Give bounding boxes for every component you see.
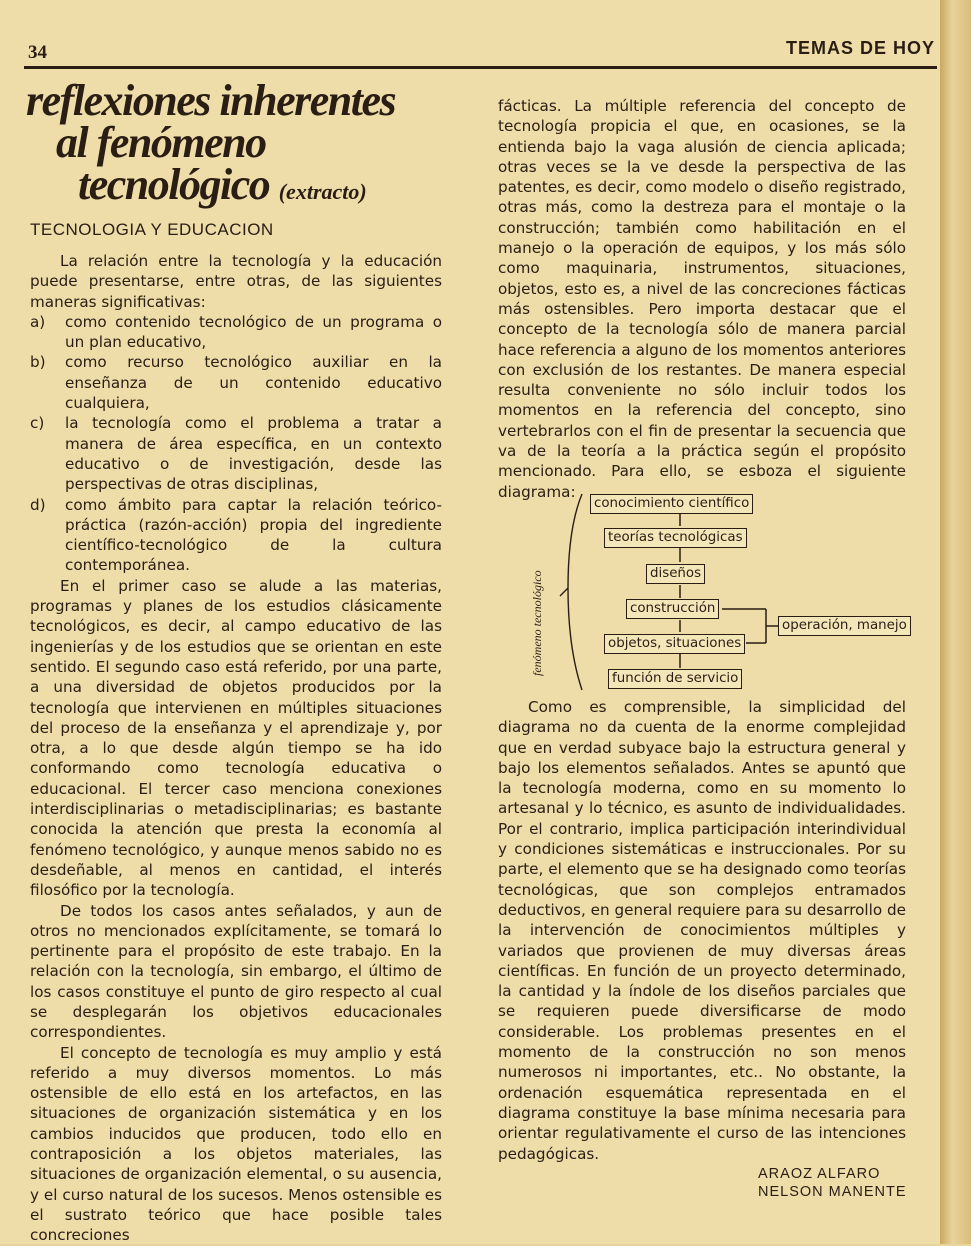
list-item-a xyxy=(30,312,442,353)
paragraph-5: Como es comprensible, la simplicidad del diagrama no da cuenta de la enorme complejidad que en verdad subyace bajo la estructura general y bajo los elementos señalados. Antes se apuntó que la tecnología moderna, como en su momento lo artesanal y lo técnico, es asunto de individualidades. Por el contrario, implica participación interindividual y condiciones sistemáticas e instruccionales. Por su parte, el elemento que se ha designado como teorías tecnológicas, que son complejos entramados deductivos, en general requiere para su desarrollo de la intervención de conocimientos múltiples y variados que provienen de muy diversas áreas científicas. En función de un proyecto determinado, la cantidad y la índole de los diseños parciales que se requieren puede diversificarse de modo considerable. Los problemas presentes en el momento de la construcción no son menos numerosos ni importantes, etc.. No obstante, la ordenación esquemática representada en el diagrama constituye la base mínima necesaria para orientar regulativamente el curso de las intenciones pedagógicas. xyxy=(498,698,906,1163)
brace xyxy=(560,494,582,690)
list-letter: a) xyxy=(30,312,46,331)
title-line-3-wrap xyxy=(26,160,466,213)
box-teorias: teorías tecnológicas xyxy=(604,528,747,548)
left-column xyxy=(30,251,442,1246)
right-column-top xyxy=(498,96,906,502)
header-rule xyxy=(24,66,937,69)
subheading: TECNOLOGIA Y EDUCACION xyxy=(30,220,274,239)
list-text: como ámbito para captar la relación teórico-práctica (razón-acción) propia del ingrediente científico-tecnológico de la cultura contemporánea. xyxy=(65,495,442,575)
title-line-1: reflexiones inherentes xyxy=(26,76,396,125)
paragraph-4: El concepto de tecnología es muy amplio y está referido a muy diversos momentos. Lo más ostensible de ello está en los artefactos, en las situaciones de organización sistemática y en los cambios inducidos que producen, todo ello en contraposición a los objetos materiales, las situaciones de organización elemental, o su ausencia, y el curso natural de los sucesos. Menos ostensible es el sustrato teórico que hace posible tales concreciones xyxy=(30,1043,442,1245)
side-label: fenómeno tecnológico xyxy=(530,570,544,676)
paragraph-4-continued: fácticas. La múltiple referencia del concepto de tecnología propicia el que, en ocasiones, se la entienda bajo la vaga alusión de ciencia aplicada; otras veces se la ve desde la perspectiva de las patentes, es decir, como modelo o diseño registrado, otras más, como la destreza para el montaje o la construcción; también como habilitación en el manejo o la operación de equipos, y los más sólo como maquinaria, instrumentos, situaciones, objetos, esto es, a nivel de las concreciones fácticas más ostensibles. Pero importa destacar que el concepto de la tecnología sólo de manera parcial hace referencia a alguno de los momentos anteriores con exclusión de los restantes. De manera especial resulta conveniente no sólo incluir todos los momentos en la referencia del concepto, sino vertebrarlos con el fin de presentar la secuencia que va de la teoría a la práctica según el propósito mencionado. Para ello, se esboza el siguiente diagrama: xyxy=(498,97,906,501)
author-1: ARAOZ ALFARO xyxy=(758,1166,881,1182)
list-letter: b) xyxy=(30,353,46,372)
box-objetos: objetos, situaciones xyxy=(604,634,745,654)
page-number: 34 xyxy=(28,42,47,63)
box-funcion: función de servicio xyxy=(608,669,742,689)
intro-paragraph: La relación entre la tecnología y la educación puede presentarse, entre otras, de las siguientes maneras significativas: xyxy=(30,252,442,311)
paragraph-3: De todos los casos antes señalados, y aun de otros no mencionados explícitamente, se tomará lo pertinente para el propósito de este trabajo. En la relación con la tecnología, sin embargo, el último de los casos constituye el punto de giro respecto al cual se desplegarán los objetivos educacionales correspondientes. xyxy=(30,901,442,1042)
author-2: NELSON MANENTE xyxy=(758,1184,907,1200)
byline xyxy=(758,1165,907,1201)
box-conocimiento: conocimiento científico xyxy=(590,494,753,514)
list-item-b xyxy=(30,352,442,413)
title-line-2: al fenómeno xyxy=(56,118,266,167)
paragraph-2: En el primer caso se alude a las materias, programas y planes de los estudios clásicamente tecnológicos, es decir, al campo educativo de las ingenierías y de los estudios que se orientan en este sentido. El segundo caso está referido, por una parte, a una diversidad de objetos producidos por la tecnología que intervienen en múltiples situaciones del proceso de la enseñanza y el aprendizaje y, por otra, a lo que desde algún tiempo se ha ido conformando como tecnología educativa o educacional. El tercer caso menciona conexiones interdisciplinarias o metadisciplinarias; es bastante conocida la atención que presta la economía al fenómeno tecnológico, y aunque menos sabido no es desdeñable, al menos en cantidad, el interés filosófico por la tecnología. xyxy=(30,576,442,900)
right-column-bottom xyxy=(498,697,906,1164)
title-line-3: tecnológico xyxy=(78,160,270,209)
list-letter: d) xyxy=(30,495,46,514)
box-disenos: diseños xyxy=(646,564,705,584)
list-text: la tecnología como el problema a tratar a manera de área específica, en un contexto educativo o de investigación, desde las perspectivas de otras disciplinas, xyxy=(65,414,442,494)
title-extracto: (extracto) xyxy=(278,179,367,204)
technology-diagram xyxy=(510,488,920,698)
list-text: como recurso tecnológico auxiliar en la enseñanza de un contenido educativo cualquiera, xyxy=(65,353,442,413)
list-text: como contenido tecnológico de un programa o un plan educativo, xyxy=(65,312,442,352)
box-construccion: construcción xyxy=(626,599,719,619)
list-item-c xyxy=(30,413,442,494)
box-operacion: operación, manejo xyxy=(778,616,911,636)
page-spine xyxy=(940,0,971,1244)
article-title xyxy=(26,76,466,213)
diagram-connectors xyxy=(510,488,920,698)
section-title: TEMAS DE HOY xyxy=(785,38,935,58)
list-letter: c) xyxy=(30,414,45,433)
list-item-d xyxy=(30,495,442,576)
